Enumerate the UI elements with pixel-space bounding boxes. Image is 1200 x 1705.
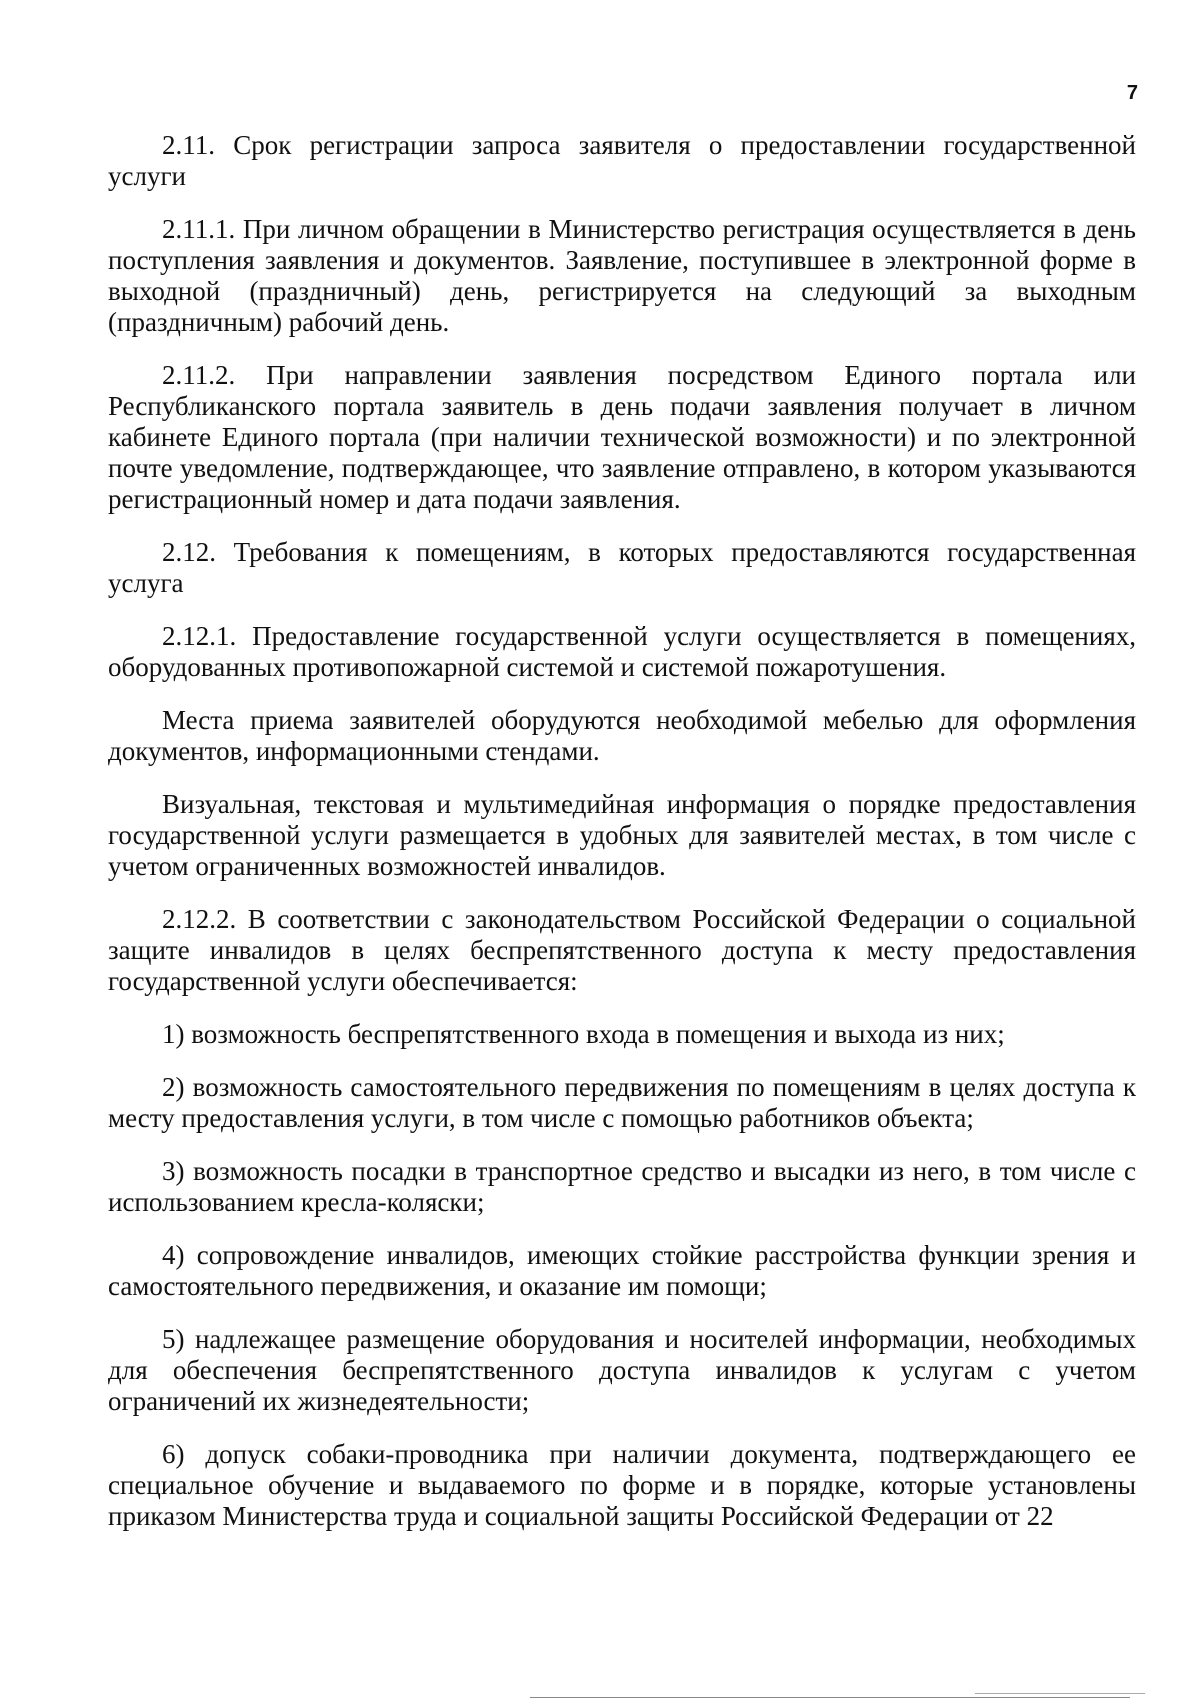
paragraph-2-12-heading: 2.12. Требования к помещениям, в которых предоставляются государственная услуга xyxy=(108,537,1136,598)
paragraph-reception-places: Места приема заявителей оборудуются необходимой мебелью для оформления документов, информационными стендами. xyxy=(108,705,1136,766)
document-body xyxy=(108,130,1136,1532)
list-item-1: 1) возможность беспрепятственного входа в помещения и выхода из них; xyxy=(162,1019,1005,1049)
paragraph-2-11-1: 2.11.1. При личном обращении в Министерство регистрация осуществляется в день поступления заявления и документов. Заявление, поступившее в электронной форме в выходной (праздничный) день, регистрируется на следующий за выходным (праздничным) рабочий день. xyxy=(108,214,1136,337)
paragraph-2-12-1: 2.12.1. Предоставление государственной услуги осуществляется в помещениях, оборудованных противопожарной системой и системой пожаротушения. xyxy=(108,621,1136,682)
scan-edge-line xyxy=(975,1693,1145,1694)
list-item-3: 3) возможность посадки в транспортное средство и высадки из него, в том числе с использованием кресла-коляски; xyxy=(108,1156,1136,1217)
paragraph-visual-information: Визуальная, текстовая и мультимедийная информация о порядке предоставления государственной услуги размещается в удобных для заявителей местах, в том числе с учетом ограниченных возможностей инвалидов. xyxy=(108,789,1136,881)
page-number: 7 xyxy=(1126,82,1138,104)
paragraph-2-12-2: 2.12.2. В соответствии с законодательством Российской Федерации о социальной защите инвалидов в целях беспрепятственного доступа к месту предоставления государственной услуги обеспечивается: xyxy=(108,904,1136,996)
list-item-4: 4) сопровождение инвалидов, имеющих стойкие расстройства функции зрения и самостоятельного передвижения, и оказание им помощи; xyxy=(108,1240,1136,1301)
list-item-6: 6) допуск собаки-проводника при наличии документа, подтверждающего ее специальное обучение и выдаваемого по форме и в порядке, которые установлены приказом Министерства труда и социальной защиты Российской Федерации от 22 xyxy=(108,1439,1136,1531)
list-item-2: 2) возможность самостоятельного передвижения по помещениям в целях доступа к месту предоставления услуги, в том числе с помощью работников объекта; xyxy=(108,1072,1136,1133)
bottom-divider xyxy=(530,1697,1130,1698)
paragraph-2-11-2: 2.11.2. При направлении заявления посредством Единого портала или Республиканского портала заявитель в день подачи заявления получает в личном кабинете Единого портала (при наличии технической возможности) и по электронной почте уведомление, подтверждающее, что заявление отправлено, в котором указываются регистрационный номер и дата подачи заявления. xyxy=(108,360,1136,514)
list-item-5: 5) надлежащее размещение оборудования и носителей информации, необходимых для обеспечения беспрепятственного доступа инвалидов к услугам с учетом ограничений их жизнедеятельности; xyxy=(108,1324,1136,1416)
paragraph-2-11-heading: 2.11. Срок регистрации запроса заявителя о предоставлении государственной услуги xyxy=(108,130,1136,191)
